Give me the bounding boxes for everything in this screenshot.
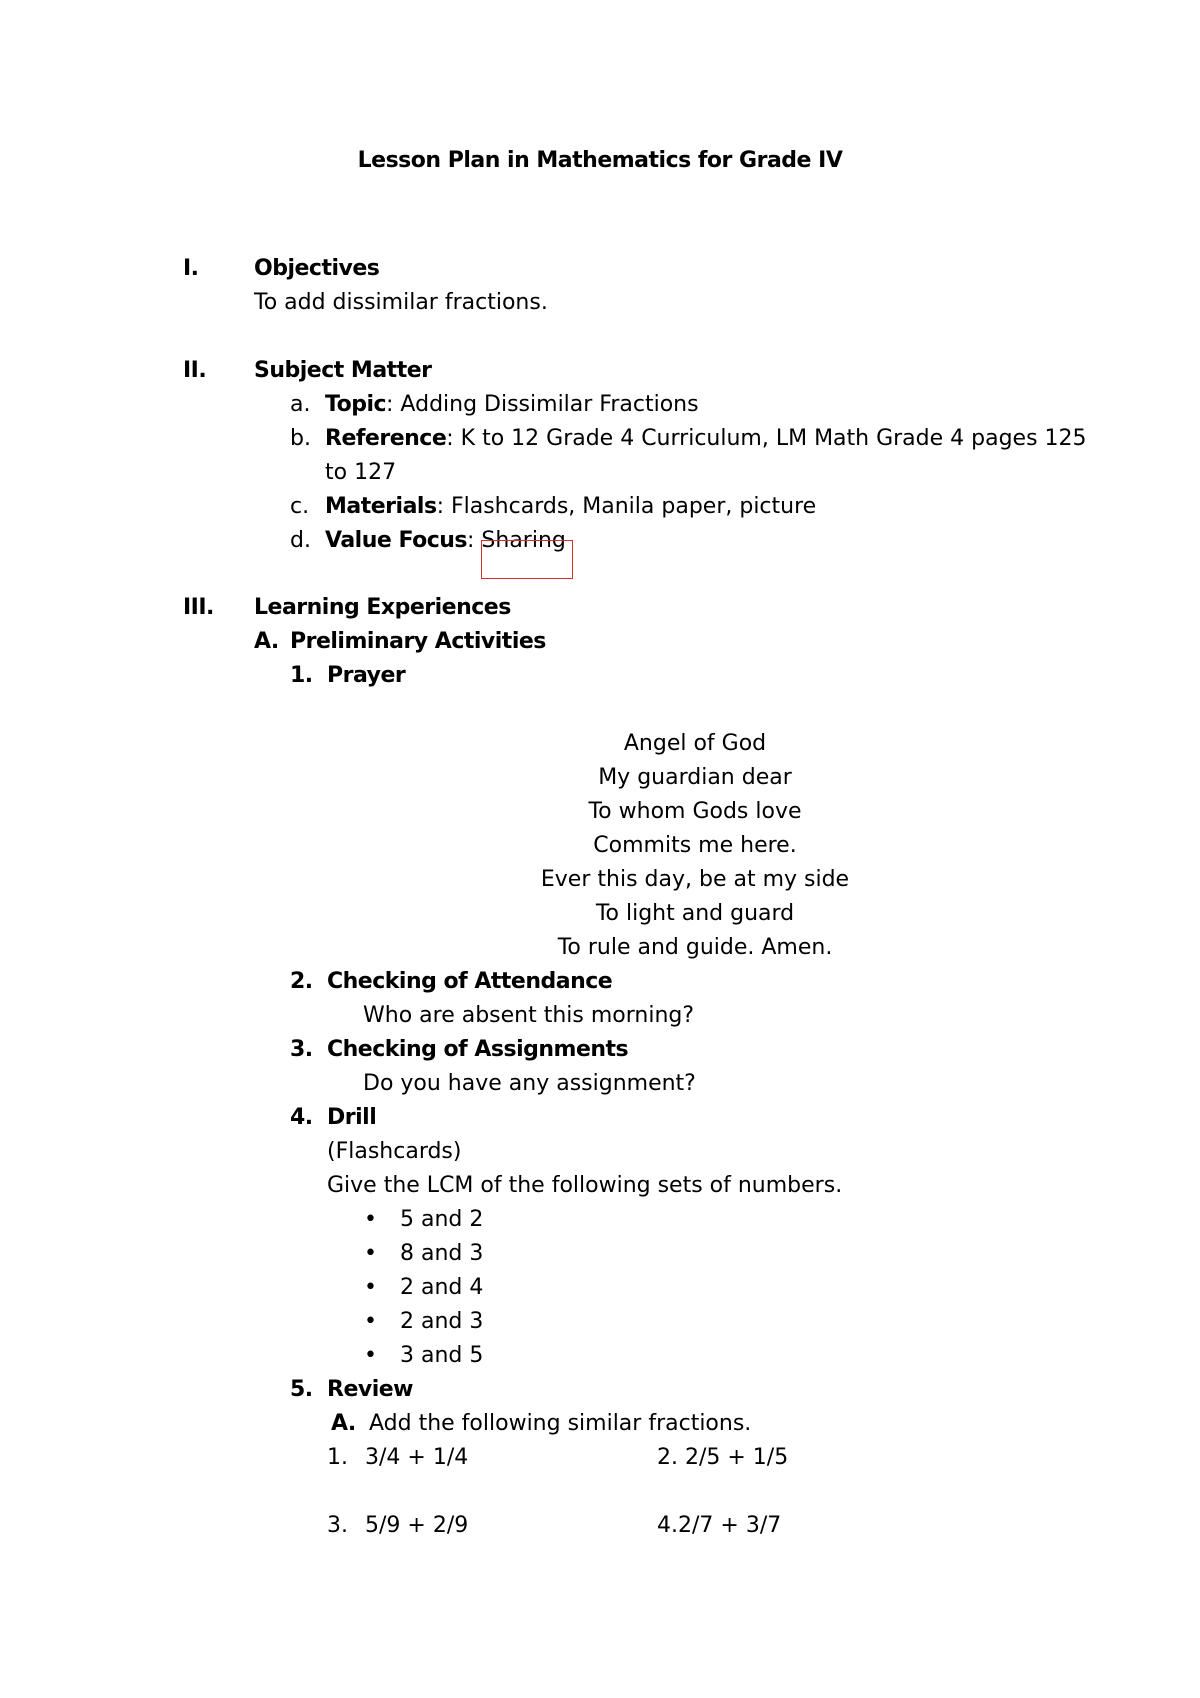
subject-item-label: Value Focus — [325, 528, 468, 553]
drill-item: 2 and 4 — [400, 1275, 484, 1300]
subject-item-marker-topic: a. — [290, 392, 311, 417]
subject-item-reference — [325, 428, 1087, 450]
section-heading-subject-matter: Subject Matter — [254, 358, 432, 383]
review-problem-label: 1. — [327, 1445, 348, 1470]
attendance-text: Who are absent this morning? — [363, 1003, 695, 1028]
drill-item: 3 and 5 — [400, 1343, 484, 1368]
prayer-line: To whom Gods love — [588, 799, 802, 824]
drill-item: 5 and 2 — [400, 1207, 484, 1232]
review-problem-label: 3. — [327, 1513, 348, 1538]
section-heading-objectives: Objectives — [254, 256, 380, 281]
attendance-heading: Checking of Attendance — [327, 969, 613, 994]
drill-heading: Drill — [327, 1105, 377, 1130]
subject-item-materials — [325, 496, 816, 518]
bullet-icon: • — [364, 1309, 377, 1334]
section-numeral-learning-experiences: III. — [183, 595, 214, 620]
review-sub-marker: A. — [331, 1411, 356, 1436]
prayer-line: Ever this day, be at my side — [540, 867, 850, 892]
prayer-line: My guardian dear — [598, 765, 792, 790]
subject-item-label: Materials — [325, 494, 437, 519]
review-marker: 5. — [290, 1377, 313, 1402]
section-numeral-objectives: I. — [183, 256, 199, 281]
selection-highlight-box[interactable] — [481, 540, 573, 579]
section-numeral-subject-matter: II. — [183, 358, 207, 383]
subject-item-value: : Flashcards, Manila paper, picture — [436, 494, 817, 519]
attendance-marker: 2. — [290, 969, 313, 994]
review-problem: 2. 2/5 + 1/5 — [657, 1445, 789, 1470]
review-heading: Review — [327, 1377, 413, 1402]
drill-item: 2 and 3 — [400, 1309, 484, 1334]
subject-item-reference-continuation: to 127 — [325, 460, 397, 485]
assignments-heading: Checking of Assignments — [327, 1037, 629, 1062]
sub-a-marker: A. — [254, 629, 279, 654]
drill-marker: 4. — [290, 1105, 313, 1130]
bullet-icon: • — [364, 1343, 377, 1368]
subject-item-marker-materials: c. — [290, 494, 310, 519]
subject-item-value: : Sharing — [467, 528, 566, 553]
drill-instruction: Give the LCM of the following sets of numbers. — [327, 1173, 843, 1198]
subject-item-value: : K to 12 Grade 4 Curriculum, LM Math Grade 4 pages 125 — [446, 426, 1087, 451]
drill-note: (Flashcards) — [327, 1139, 462, 1164]
review-problem-expr: 5/9 + 2/9 — [365, 1513, 469, 1538]
subject-item-marker-reference: b. — [290, 426, 311, 451]
review-problem: 4.2/7 + 3/7 — [657, 1513, 782, 1538]
prayer-marker: 1. — [290, 663, 313, 688]
drill-item: 8 and 3 — [400, 1241, 484, 1266]
subject-item-label: Topic — [325, 392, 387, 417]
objectives-text: To add dissimilar fractions. — [254, 290, 548, 315]
bullet-icon: • — [364, 1241, 377, 1266]
prayer-line: To rule and guide. Amen. — [557, 935, 833, 960]
bullet-icon: • — [364, 1275, 377, 1300]
review-instruction: Add the following similar fractions. — [369, 1411, 752, 1436]
assignments-text: Do you have any assignment? — [363, 1071, 696, 1096]
subject-item-value: : Adding Dissimilar Fractions — [386, 392, 699, 417]
assignments-marker: 3. — [290, 1037, 313, 1062]
prayer-heading: Prayer — [327, 663, 406, 688]
subject-item-marker-value-focus: d. — [290, 528, 311, 553]
bullet-icon: • — [364, 1207, 377, 1232]
sub-a-heading: Preliminary Activities — [290, 629, 546, 654]
subject-item-topic — [325, 394, 699, 416]
subject-item-label: Reference — [325, 426, 447, 451]
section-heading-learning-experiences: Learning Experiences — [254, 595, 511, 620]
prayer-line: Commits me here. — [593, 833, 797, 858]
review-problem-expr: 3/4 + 1/4 — [365, 1445, 469, 1470]
prayer-line: Angel of God — [623, 731, 767, 756]
page-title: Lesson Plan in Mathematics for Grade IV — [357, 148, 843, 173]
prayer-line: To light and guard — [595, 901, 795, 926]
